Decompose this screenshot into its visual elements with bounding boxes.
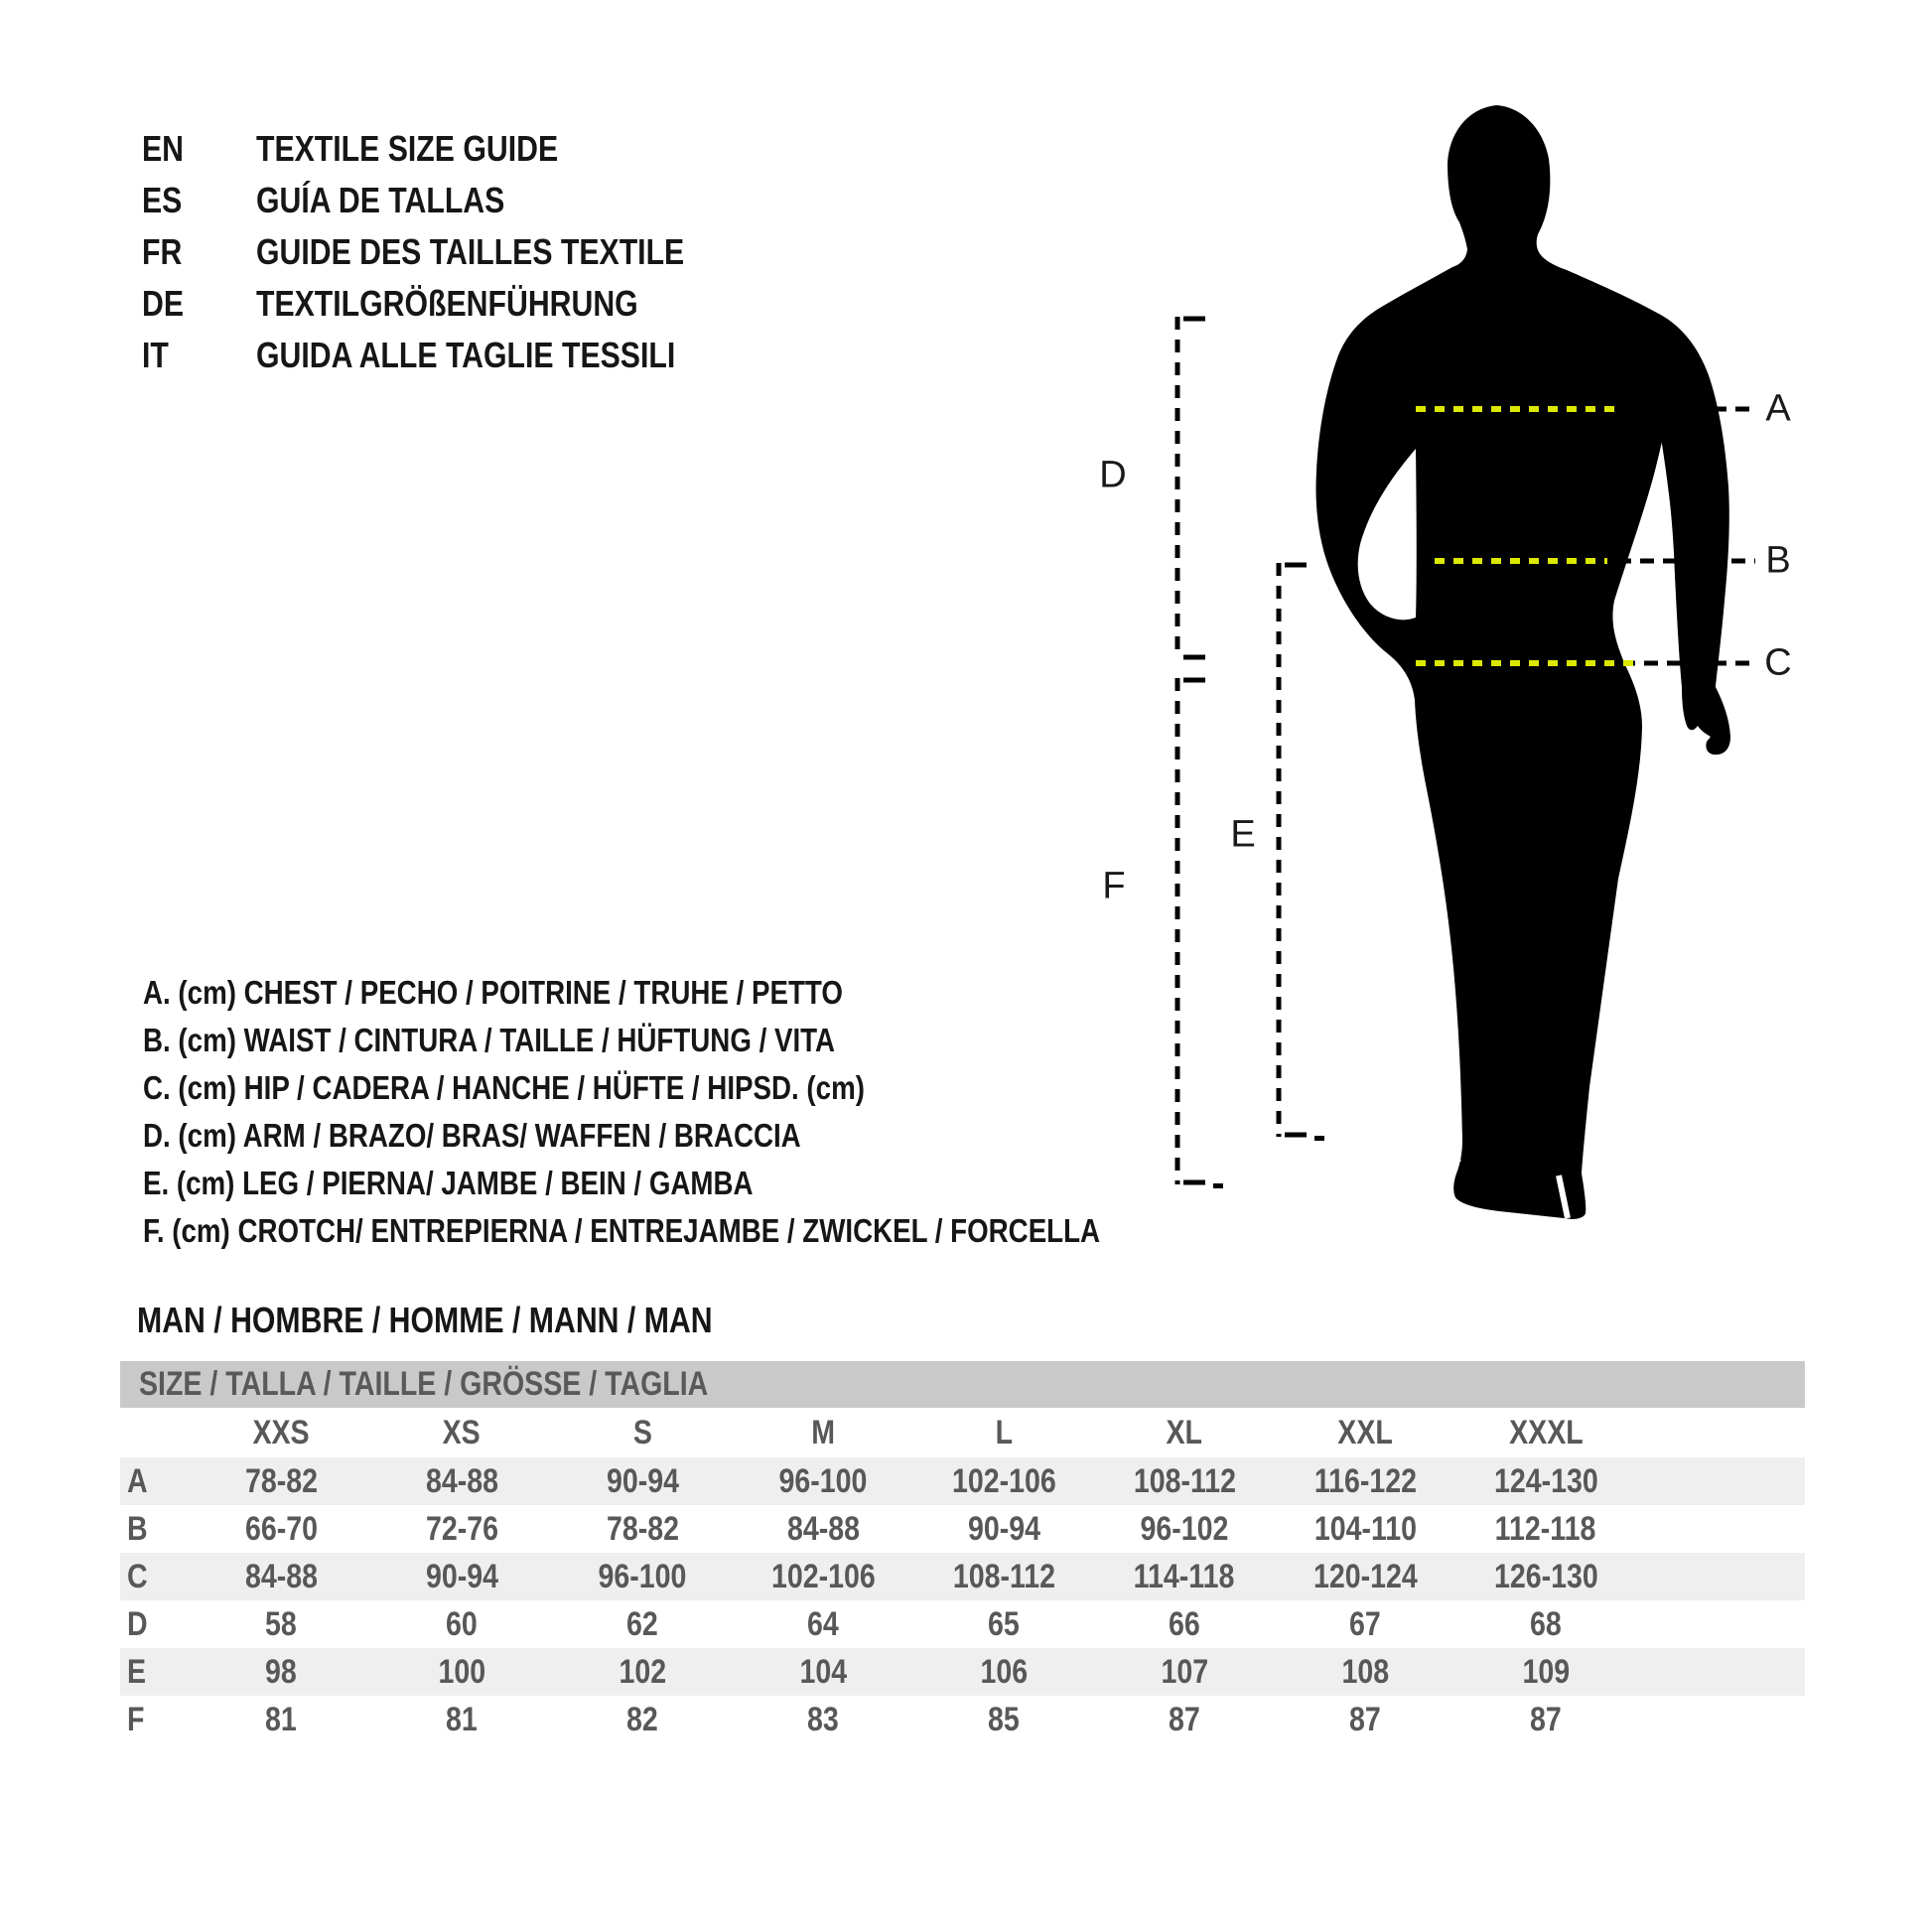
size-value-b-s <box>552 1505 733 1553</box>
size-value-d-xxl <box>1275 1600 1455 1648</box>
size-table-row-d <box>120 1600 1805 1648</box>
size-value-text: 84-88 <box>425 1462 498 1500</box>
size-column-header-xxxl <box>1455 1408 1636 1457</box>
size-value-text: 82 <box>626 1701 658 1738</box>
size-column-header-text: XXXL <box>1508 1414 1584 1451</box>
size-value-e-xxl <box>1275 1648 1455 1696</box>
label-waist-B: B <box>1765 539 1791 582</box>
legend-line-text: F. (cm) CROTCH/ ENTREPIERNA / ENTREJAMBE / ZWICKEL / FORCELLA <box>143 1212 1101 1249</box>
size-value-b-xxl <box>1275 1505 1455 1553</box>
size-value-b-xl <box>1094 1505 1275 1553</box>
size-value-f-xs <box>371 1696 552 1743</box>
size-value-text: 96-100 <box>598 1558 687 1595</box>
size-value-a-xl <box>1094 1457 1275 1505</box>
size-value-c-xxxl <box>1455 1553 1636 1600</box>
size-value-c-xxs <box>191 1553 371 1600</box>
size-value-text: 67 <box>1349 1605 1381 1643</box>
size-value-a-l <box>913 1457 1094 1505</box>
language-title: GUÍA DE TALLAS <box>256 180 505 220</box>
size-value-c-xxl <box>1275 1553 1455 1600</box>
size-value-text: 90-94 <box>425 1558 498 1595</box>
size-table-row-c <box>120 1553 1805 1600</box>
size-value-text: 66 <box>1169 1605 1200 1643</box>
legend-line-text: E. (cm) LEG / PIERNA/ JAMBE / BEIN / GAMBA <box>143 1165 754 1201</box>
size-value-text: 98 <box>265 1653 297 1691</box>
size-column-header-text: XXL <box>1337 1414 1393 1451</box>
size-value-text: 62 <box>626 1605 658 1643</box>
size-value-f-xl <box>1094 1696 1275 1743</box>
size-column-header-text: S <box>632 1414 652 1451</box>
size-figure <box>1072 60 1787 1291</box>
ankle-notch <box>1453 1148 1459 1162</box>
size-value-text: 109 <box>1522 1653 1570 1691</box>
size-value-text: 104-110 <box>1313 1510 1417 1548</box>
category-title-text: MAN / HOMBRE / HOMME / MANN / MAN <box>137 1300 713 1340</box>
label-arm-D: D <box>1099 454 1127 496</box>
language-title: TEXTILGRÖßENFÜHRUNG <box>256 283 638 324</box>
legend-line-text: C. (cm) HIP / CADERA / HANCHE / HÜFTE / HIPSD. (cm) <box>143 1069 865 1106</box>
size-value-text: 112-118 <box>1495 1510 1596 1548</box>
size-column-header-text: XL <box>1166 1414 1203 1451</box>
size-value-d-xl <box>1094 1600 1275 1648</box>
row-label-text: D <box>127 1605 148 1643</box>
size-header-spacer <box>120 1408 191 1457</box>
size-value-text: 104 <box>799 1653 847 1691</box>
size-value-b-l <box>913 1505 1094 1553</box>
size-value-f-m <box>733 1696 913 1743</box>
size-value-b-xxxl <box>1455 1505 1636 1553</box>
language-code: ES <box>142 180 183 220</box>
size-value-text: 83 <box>807 1701 839 1738</box>
size-value-text: 102-106 <box>770 1558 876 1595</box>
size-value-text: 85 <box>988 1701 1020 1738</box>
language-code: IT <box>142 335 169 375</box>
label-chest-A: A <box>1765 387 1791 430</box>
label-leg-E: E <box>1230 813 1256 856</box>
size-column-header-xl <box>1094 1408 1275 1457</box>
size-value-text: 120-124 <box>1312 1558 1418 1595</box>
crotch-line-end-dot <box>1213 1183 1223 1188</box>
size-value-f-s <box>552 1696 733 1743</box>
size-value-text: 64 <box>807 1605 839 1643</box>
man-silhouette-diagram <box>1072 60 1787 1291</box>
size-value-a-s <box>552 1457 733 1505</box>
row-label <box>120 1696 191 1743</box>
size-value-d-xs <box>371 1600 552 1648</box>
size-value-b-xs <box>371 1505 552 1553</box>
legend-line-text: D. (cm) ARM / BRAZO/ BRAS/ WAFFEN / BRACCIA <box>143 1117 801 1154</box>
language-row-en <box>142 123 1035 175</box>
size-value-text: 124-130 <box>1493 1462 1598 1500</box>
language-title: GUIDA ALLE TAGLIE TESSILI <box>256 335 676 375</box>
size-value-f-xxs <box>191 1696 371 1743</box>
language-title: GUIDE DES TAILLES TEXTILE <box>256 231 685 272</box>
size-value-c-xl <box>1094 1553 1275 1600</box>
size-value-a-xs <box>371 1457 552 1505</box>
row-label <box>120 1600 191 1648</box>
size-value-a-xxxl <box>1455 1457 1636 1505</box>
size-column-header-text: M <box>811 1414 835 1451</box>
size-table-row-b <box>120 1505 1805 1553</box>
size-value-text: 58 <box>265 1605 297 1643</box>
language-row-es <box>142 175 1035 226</box>
language-code: DE <box>142 283 185 324</box>
size-value-f-xxxl <box>1455 1696 1636 1743</box>
size-value-text: 78-82 <box>606 1510 679 1548</box>
size-value-e-xxs <box>191 1648 371 1696</box>
size-value-c-xs <box>371 1553 552 1600</box>
size-value-d-l <box>913 1600 1094 1648</box>
size-value-c-m <box>733 1553 913 1600</box>
size-value-text: 116-122 <box>1313 1462 1417 1500</box>
label-hip-C: C <box>1764 641 1792 684</box>
size-value-text: 100 <box>438 1653 485 1691</box>
man-silhouette-right-arm <box>1642 312 1730 755</box>
language-code: EN <box>142 128 185 169</box>
row-label-text: B <box>127 1510 148 1548</box>
size-value-e-s <box>552 1648 733 1696</box>
legend-line-text: B. (cm) WAIST / CINTURA / TAILLE / HÜFTUNG / VITA <box>143 1022 836 1058</box>
size-column-header-m <box>733 1408 913 1457</box>
size-column-header-text: XXS <box>252 1414 310 1451</box>
size-value-text: 107 <box>1161 1653 1208 1691</box>
row-label-text: E <box>127 1653 147 1691</box>
size-column-header-s <box>552 1408 733 1457</box>
row-label <box>120 1505 191 1553</box>
size-value-a-xxl <box>1275 1457 1455 1505</box>
size-value-text: 126-130 <box>1493 1558 1598 1595</box>
size-value-b-m <box>733 1505 913 1553</box>
size-column-header-text: L <box>995 1414 1013 1451</box>
size-table-header-text: SIZE / TALLA / TAILLE / GRÖSSE / TAGLIA <box>139 1365 709 1403</box>
size-value-e-xxxl <box>1455 1648 1636 1696</box>
size-value-d-m <box>733 1600 913 1648</box>
language-title: TEXTILE SIZE GUIDE <box>256 128 559 169</box>
size-value-text: 81 <box>446 1701 478 1738</box>
legend-line-text: A. (cm) CHEST / PECHO / POITRINE / TRUHE / PETTO <box>143 974 843 1011</box>
size-table-row-f <box>120 1696 1805 1743</box>
size-column-header-xs <box>371 1408 552 1457</box>
size-value-b-xxs <box>191 1505 371 1553</box>
leg-line-end-dot <box>1314 1136 1324 1141</box>
language-title-list <box>142 123 1035 381</box>
size-value-f-l <box>913 1696 1094 1743</box>
size-value-a-m <box>733 1457 913 1505</box>
size-table-row-a <box>120 1457 1805 1505</box>
row-label-text: F <box>127 1701 145 1738</box>
size-value-text: 106 <box>980 1653 1028 1691</box>
language-row-de <box>142 278 1035 330</box>
size-value-text: 60 <box>446 1605 478 1643</box>
size-table-header-bar <box>120 1361 1805 1408</box>
size-value-text: 90-94 <box>967 1510 1040 1548</box>
category-title <box>137 1297 822 1344</box>
size-value-text: 102-106 <box>951 1462 1056 1500</box>
size-value-f-xxl <box>1275 1696 1455 1743</box>
size-column-header-xxs <box>191 1408 371 1457</box>
size-table-row-e <box>120 1648 1805 1696</box>
language-row-it <box>142 330 1035 381</box>
size-value-text: 66-70 <box>244 1510 318 1548</box>
size-value-a-xxs <box>191 1457 371 1505</box>
size-value-e-xs <box>371 1648 552 1696</box>
size-value-d-s <box>552 1600 733 1648</box>
size-column-header-text: XS <box>442 1414 482 1451</box>
label-crotch-F: F <box>1102 865 1126 907</box>
size-value-text: 65 <box>988 1605 1020 1643</box>
size-value-text: 87 <box>1169 1701 1200 1738</box>
row-label <box>120 1553 191 1600</box>
size-value-d-xxxl <box>1455 1600 1636 1648</box>
size-value-text: 84-88 <box>244 1558 318 1595</box>
size-value-text: 81 <box>265 1701 297 1738</box>
size-value-text: 96-102 <box>1140 1510 1229 1548</box>
row-label <box>120 1457 191 1505</box>
size-value-e-m <box>733 1648 913 1696</box>
size-value-text: 102 <box>619 1653 666 1691</box>
row-label-text: A <box>127 1462 148 1500</box>
size-value-text: 87 <box>1530 1701 1562 1738</box>
size-value-text: 84-88 <box>786 1510 860 1548</box>
size-column-header-l <box>913 1408 1094 1457</box>
size-value-text: 108 <box>1341 1653 1389 1691</box>
size-value-e-xl <box>1094 1648 1275 1696</box>
language-row-fr <box>142 226 1035 278</box>
size-value-text: 108-112 <box>952 1558 1055 1595</box>
size-column-header-xxl <box>1275 1408 1455 1457</box>
size-value-text: 68 <box>1530 1605 1562 1643</box>
size-value-text: 108-112 <box>1133 1462 1236 1500</box>
row-label-text: C <box>127 1558 148 1595</box>
size-value-text: 78-82 <box>244 1462 318 1500</box>
size-value-text: 96-100 <box>778 1462 868 1500</box>
size-value-c-s <box>552 1553 733 1600</box>
size-table-column-headers <box>120 1408 1805 1457</box>
size-value-text: 114-118 <box>1134 1558 1235 1595</box>
size-value-text: 90-94 <box>606 1462 679 1500</box>
size-value-d-xxs <box>191 1600 371 1648</box>
size-value-text: 72-76 <box>425 1510 498 1548</box>
language-code: FR <box>142 231 183 272</box>
size-value-e-l <box>913 1648 1094 1696</box>
size-value-text: 87 <box>1349 1701 1381 1738</box>
row-label <box>120 1648 191 1696</box>
size-value-c-l <box>913 1553 1094 1600</box>
